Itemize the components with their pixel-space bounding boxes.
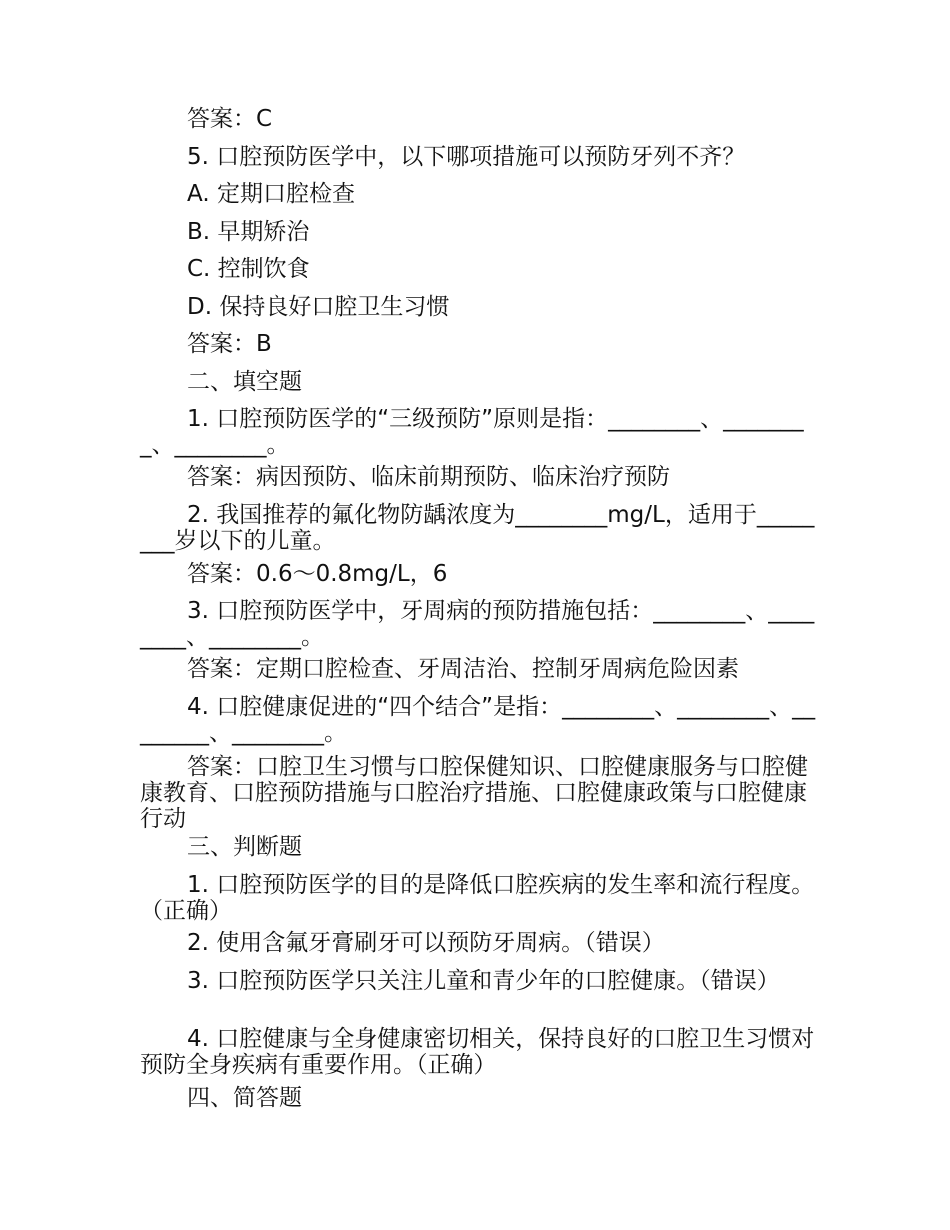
fill-answer-4: 答案：口腔卫生习惯与口腔保健知识、口腔健康服务与口腔健康教育、口腔预防措施与口腔治疗措施、口腔健康政策与口腔健康行动	[140, 754, 808, 832]
question-5: 5. 口腔预防医学中，以下哪项措施可以预防牙列不齐？	[187, 144, 746, 170]
fill-question-3: 3. 口腔预防医学中，牙周病的预防措施包括：________、________、________。	[140, 598, 815, 650]
fill-question-2: 2. 我国推荐的氟化物防龋浓度为________mg/L，适用于________岁以下的儿童。	[140, 502, 815, 554]
fill-answer-1: 答案：病因预防、临床前期预防、临床治疗预防	[187, 464, 670, 490]
judge-item-3: 3. 口腔预防医学只关注儿童和青少年的口腔健康。（错误）	[187, 968, 780, 994]
section-heading-fill-in: 二、填空题	[187, 369, 302, 395]
section-heading-true-false: 三、判断题	[187, 834, 302, 860]
option-a: A. 定期口腔检查	[187, 181, 355, 207]
fill-answer-2: 答案：0.6～0.8mg/L，6	[187, 561, 448, 587]
judge-item-2: 2. 使用含氟牙膏刷牙可以预防牙周病。（错误）	[187, 930, 665, 956]
option-b: B. 早期矫治	[187, 219, 310, 245]
judge-item-1: 1. 口腔预防医学的目的是降低口腔疾病的发生率和流行程度。（正确）	[140, 872, 815, 924]
option-c: C. 控制饮食	[187, 256, 310, 282]
section-heading-short-answer: 四、简答题	[187, 1085, 302, 1111]
fill-answer-3: 答案：定期口腔检查、牙周洁治、控制牙周病危险因素	[187, 656, 739, 682]
option-d: D. 保持良好口腔卫生习惯	[187, 294, 450, 320]
answer-q5: 答案：B	[187, 331, 272, 357]
answer-q4: 答案：C	[187, 106, 273, 132]
judge-item-4: 4. 口腔健康与全身健康密切相关，保持良好的口腔卫生习惯对预防全身疾病有重要作用。（正确）	[140, 1026, 815, 1078]
fill-question-4: 4. 口腔健康促进的“四个结合”是指：________、________、________、________。	[140, 694, 816, 746]
fill-question-1: 1. 口腔预防医学的“三级预防”原则是指：________、________、________。	[140, 406, 804, 458]
